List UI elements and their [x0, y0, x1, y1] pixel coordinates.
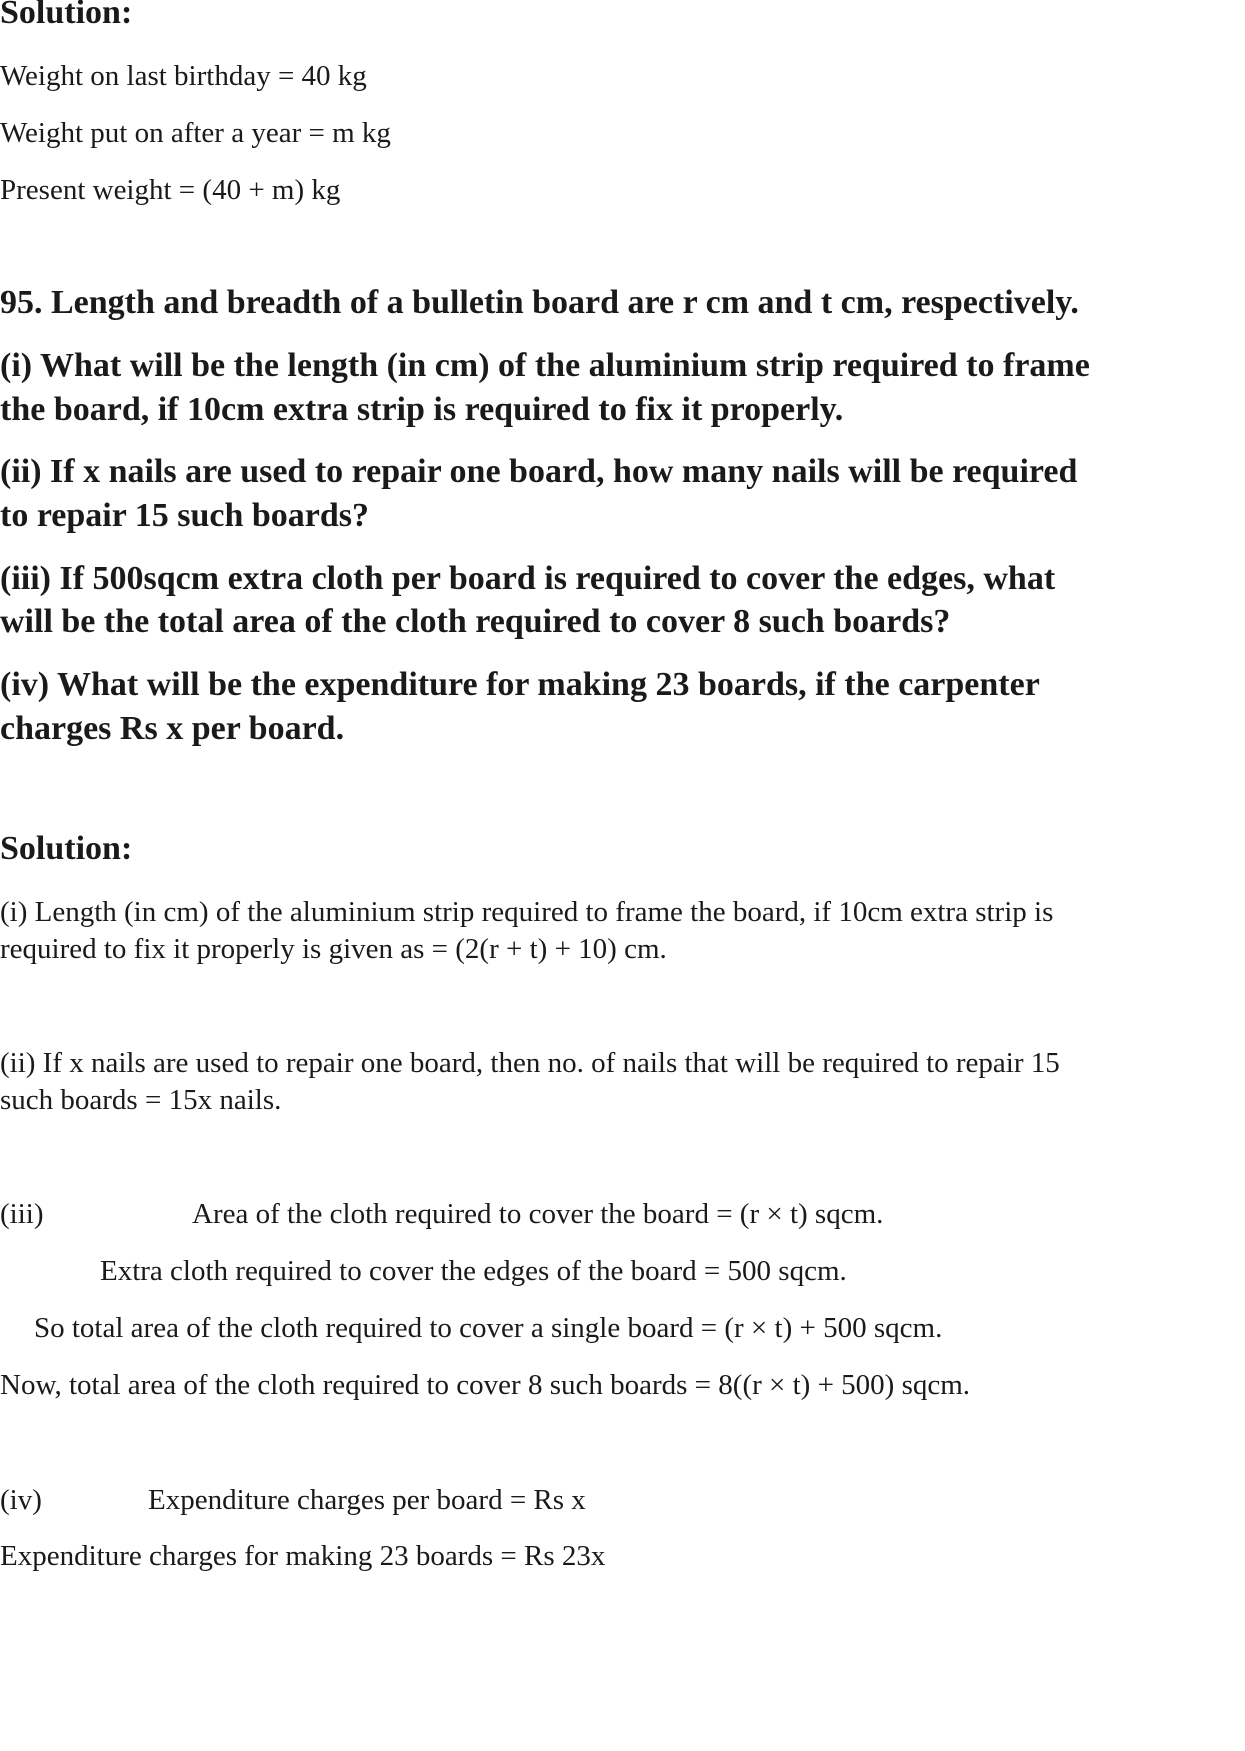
question-part-iii-line2: will be the total area of the cloth required to cover 8 such boards?: [0, 603, 951, 640]
solution-part-iii-label: (iii): [0, 1198, 44, 1230]
solution-part-iv-line1: Expenditure charges per board = Rs x: [148, 1484, 586, 1516]
solution-part-iv-label: (iv): [0, 1484, 42, 1516]
question-part-i-line2: the board, if 10cm extra strip is required to fix it properly.: [0, 391, 844, 428]
solution-part-iii-line4: Now, total area of the cloth required to cover 8 such boards = 8((r × t) + 500) sqcm.: [0, 1369, 971, 1401]
solution-part-iii-line3: So total area of the cloth required to cover a single board = (r × t) + 500 sqcm.: [34, 1312, 943, 1344]
solution-part-i-line2: required to fix it properly is given as = (2(r + t) + 10) cm.: [0, 933, 667, 965]
question-part-i-line1: (i) What will be the length (in cm) of the aluminium strip required to frame: [0, 347, 1090, 384]
question-part-ii-line2: to repair 15 such boards?: [0, 497, 370, 534]
solution-part-ii-line2: such boards = 15x nails.: [0, 1084, 282, 1116]
question-part-iv-line1: (iv) What will be the expenditure for making 23 boards, if the carpenter: [0, 666, 1040, 703]
solution-part-iii-line1: Area of the cloth required to cover the board = (r × t) sqcm.: [192, 1198, 884, 1230]
solution-line: Present weight = (40 + m) kg: [0, 174, 341, 206]
question-part-iii-line1: (iii) If 500sqcm extra cloth per board is required to cover the edges, what: [0, 560, 1056, 597]
solution-line: Weight put on after a year = m kg: [0, 117, 391, 149]
question-part-iv-line2: charges Rs x per board.: [0, 710, 345, 747]
solution-part-iii-line2: Extra cloth required to cover the edges of the board = 500 sqcm.: [100, 1255, 847, 1287]
solution-line: Weight on last birthday = 40 kg: [0, 60, 367, 92]
solution-part-i-line1: (i) Length (in cm) of the aluminium strip required to frame the board, if 10cm extra strip is: [0, 896, 1054, 928]
question-stem: 95. Length and breadth of a bulletin board are r cm and t cm, respectively.: [0, 284, 1079, 321]
solution-part-ii-line1: (ii) If x nails are used to repair one board, then no. of nails that will be required to repair 15: [0, 1047, 1060, 1079]
solution-part-iv-line2: Expenditure charges for making 23 boards = Rs 23x: [0, 1540, 606, 1572]
solution-heading: Solution:: [0, 0, 133, 31]
question-part-ii-line1: (ii) If x nails are used to repair one board, how many nails will be required: [0, 453, 1078, 490]
solution-heading: Solution:: [0, 830, 133, 867]
